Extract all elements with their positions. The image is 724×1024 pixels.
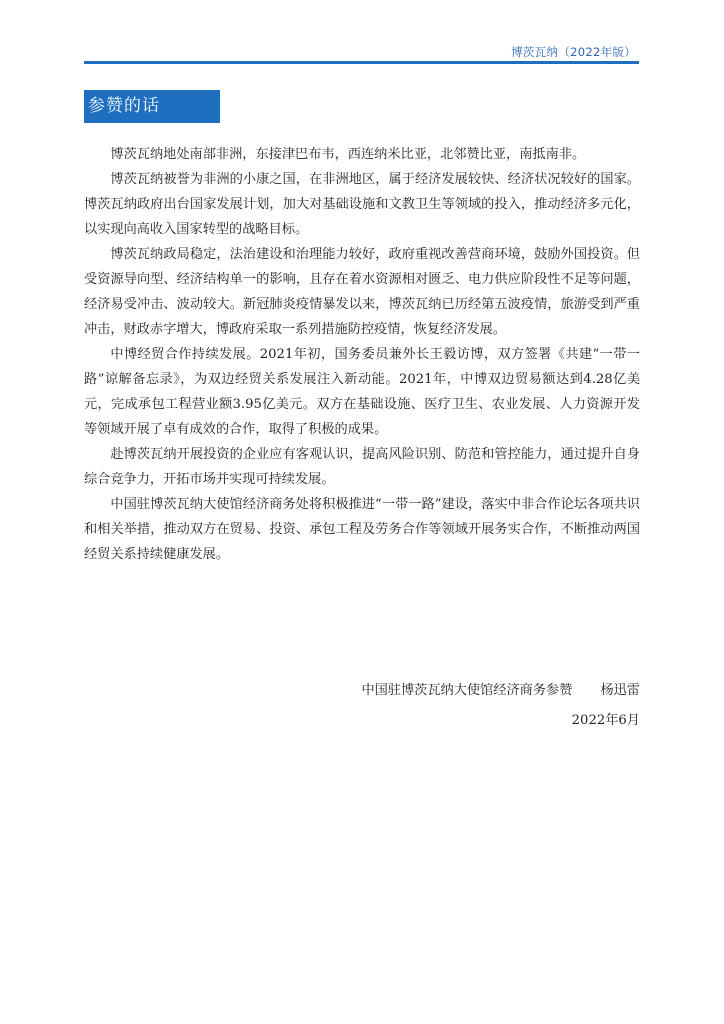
paragraph-2: 博茨瓦纳被誉为非洲的小康之国，在非洲地区，属于经济发展较快、经济状况较好的国家。博茨瓦纳政府出台国家发展计划，加大对基础设施和文教卫生等领域的投入，推动经济多元化，以实现向高收入国家转型的战略目标。 (84, 172, 640, 237)
body-text (84, 142, 640, 567)
signature-org: 中国驻博茨瓦纳大使馆经济商务参赞 (361, 683, 573, 698)
signature-name: 杨迅雷 (600, 683, 640, 698)
paragraph-5: 赴博茨瓦纳开展投资的企业应有客观认识，提高风险识别、防范和管控能力，通过提升自身综合竞争力，开拓市场并实现可持续发展。 (84, 447, 640, 487)
signature-block (361, 676, 640, 736)
running-header-title: 博茨瓦纳（2022年版） (511, 45, 636, 59)
header-rule (84, 61, 639, 64)
paragraph-3: 博茨瓦纳政局稳定，法治建设和治理能力较好，政府重视改善营商环境，鼓励外国投资。但受资源导向型、经济结构单一的影响，且存在着水资源相对匮乏、电力供应阶段性不足等问题，经济易受冲击、波动较大。新冠肺炎疫情暴发以来，博茨瓦纳已历经第五波疫情，旅游受到严重冲击，财政赤字增大，博政府采取一系列措施防控疫情，恢复经济发展。 (84, 247, 640, 337)
section-title: 参赞的话 (88, 96, 160, 116)
signature-line (361, 676, 640, 706)
paragraph-4: 中博经贸合作持续发展。2021年初，国务委员兼外长王毅访博，双方签署《共建“一带一路”谅解备忘录》，为双边经贸关系发展注入新动能。2021年，中博双边贸易额达到4.28亿美元，完成承包工程营业额3.95亿美元。双方在基础设施、医疗卫生、农业发展、人力资源开发等领域开展了卓有成效的合作，取得了积极的成果。 (84, 347, 640, 437)
paragraph-6: 中国驻博茨瓦纳大使馆经济商务处将积极推进“一带一路”建设，落实中非合作论坛各项共识和相关举措，推动双方在贸易、投资、承包工程及劳务合作等领域开展务实合作，不断推动两国经贸关系持续健康发展。 (84, 497, 640, 562)
paragraph-1: 博茨瓦纳地处南部非洲，东接津巴布韦，西连纳米比亚，北邻赞比亚，南抵南非。 (110, 147, 586, 162)
signature-date: 2022年6月 (571, 713, 640, 728)
